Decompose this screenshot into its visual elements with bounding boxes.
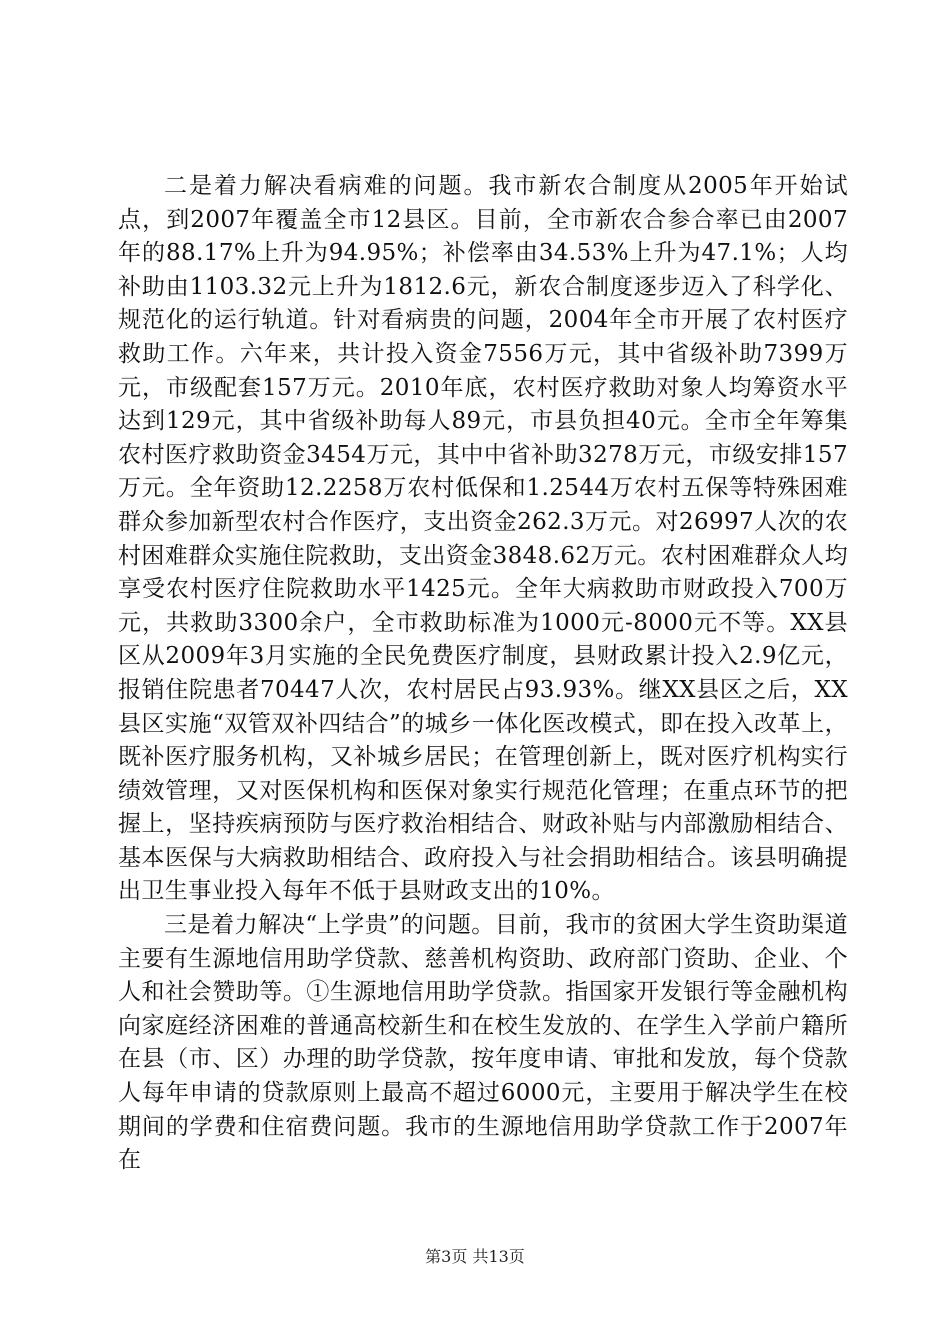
- page-number: 第3页 共13页: [425, 1247, 525, 1266]
- paragraph-medical: 二是着力解决看病难的问题。我市新农合制度从2005年开始试点，到2007年覆盖全市12县区。目前，全市新农合参合率已由2007年的88.17%上升为94.95%；补偿率由34.53%上升为47.1%；人均补助由1103.32元上升为1812.6元，新农合制度逐步迈入了科学化、规范化的运行轨道。针对看病贵的问题，2004年全市开展了农村医疗救助工作。六年来，共计投入资金7556万元，其中省级补助7399万元，市级配套157万元。2010年底，农村医疗救助对象人均筹资水平达到129元，其中省级补助每人89元，市县负担40元。全市全年筹集农村医疗救助资金3454万元，其中中省补助3278万元，市级安排157万元。全年资助12.2258万农村低保和1.2544万农村五保等特殊困难群众参加新型农村合作医疗，支出资金262.3万元。对26997人次的农村困难群众实施住院救助，支出资金3848.62万元。农村困难群众人均享受农村医疗住院救助水平1425元。全年大病救助市财政投入700万元，共救助3300余户，全市救助标准为1000元-8000元不等。XX县区从2009年3月实施的全民免费医疗制度，县财政累计投入2.9亿元，报销住院患者70447人次，农村居民占93.93%。继XX县区之后，XX县区实施“双管双补四结合”的城乡一体化医改模式，即在投入改革上，既补医疗服务机构，又补城乡居民；在管理创新上，既对医疗机构实行绩效管理，又对医保机构和医保对象实行规范化管理；在重点环节的把握上，坚持疾病预防与医疗救治相结合、财政补贴与内部激励相结合、基本医保与大病救助相结合、政府投入与社会捐助相结合。该县明确提出卫生事业投入每年不低于县财政支出的10%。: [118, 173, 848, 905]
- paragraph-education: 三是着力解决“上学贵”的问题。目前，我市的贫困大学生资助渠道主要有生源地信用助学贷款、慈善机构资助、政府部门资助、企业、个人和社会赞助等。①生源地信用助学贷款。指国家开发银行等金融机构向家庭经济困难的普通高校新生和在校生发放的、在学生入学前户籍所在县（市、区）办理的助学贷款，按年度申请、审批和发放，每个贷款人每年申请的贷款原则上最高不超过6000元，主要用于解决学生在校期间的学费和住宿费问题。我市的生源地信用助学贷款工作于2007年在: [118, 912, 848, 1174]
- page-footer: [0, 1244, 950, 1267]
- document-body: [118, 170, 848, 1178]
